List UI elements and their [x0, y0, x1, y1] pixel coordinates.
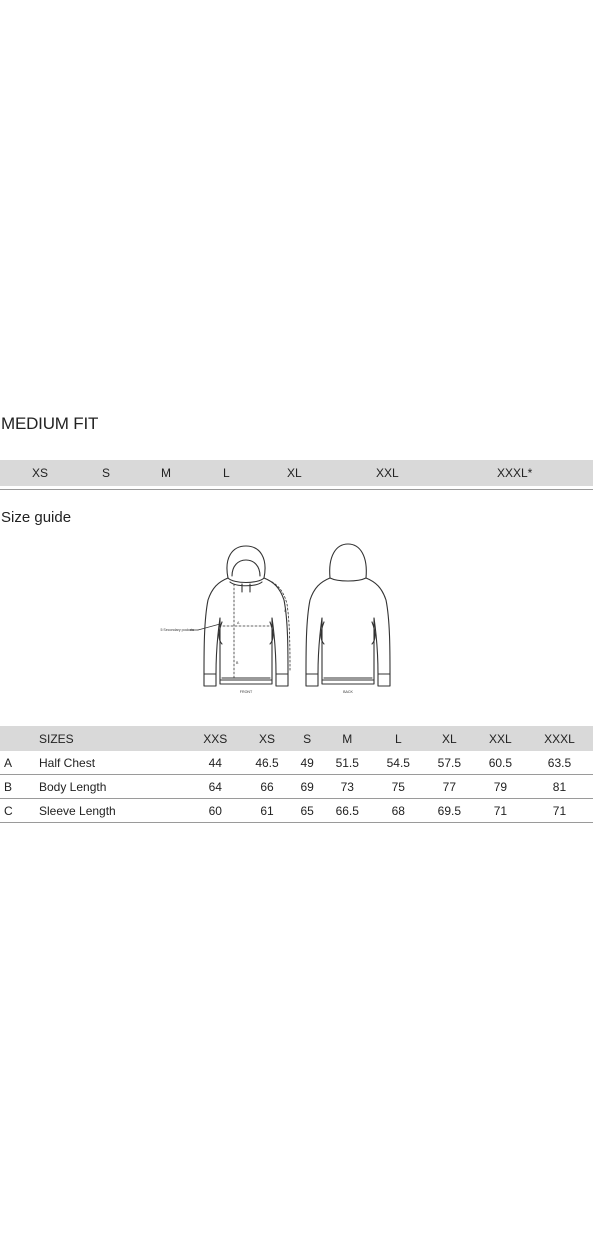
table-row-body-length [0, 775, 593, 799]
row-letter: B [0, 775, 39, 799]
size-table-header [0, 726, 593, 751]
table-cell: 71 [526, 799, 593, 823]
table-cell: 73 [322, 775, 373, 799]
fit-size-m: M [161, 466, 171, 480]
mark-c: C [284, 609, 287, 613]
header-size-s: S [293, 726, 322, 751]
fit-divider [0, 489, 593, 490]
fit-size-xxxl: XXXL* [497, 466, 533, 480]
fit-size-xl: XL [287, 466, 302, 480]
front-label: FRONT [239, 690, 253, 694]
table-cell: 81 [526, 775, 593, 799]
hoodie-diagram [160, 540, 402, 698]
fit-size-band [0, 460, 593, 486]
measurement-lines [219, 580, 290, 680]
header-size-xs: XS [241, 726, 292, 751]
table-cell: 49 [293, 751, 322, 775]
fit-size-xs: XS [32, 466, 49, 480]
table-cell: 66.5 [322, 799, 373, 823]
annotation-text: 5 Secondary pockets [160, 628, 194, 632]
table-cell: 63.5 [526, 751, 593, 775]
hoodie-back-drawing [306, 544, 390, 686]
table-cell: 69.5 [424, 799, 475, 823]
size-table [0, 726, 593, 823]
table-cell: 77 [424, 775, 475, 799]
table-row-half-chest [0, 751, 593, 775]
fit-title: MEDIUM FIT [1, 414, 99, 433]
hoodie-front-drawing [204, 546, 288, 686]
table-cell: 54.5 [373, 751, 424, 775]
table-cell: 61 [241, 799, 292, 823]
table-cell: 75 [373, 775, 424, 799]
size-guide-title: Size guide [1, 509, 72, 526]
row-label: Body Length [39, 775, 189, 799]
header-size-m: M [322, 726, 373, 751]
header-size-xxs: XXS [189, 726, 241, 751]
table-cell: 44 [189, 751, 241, 775]
row-label: Half Chest [39, 751, 189, 775]
table-cell: 68 [373, 799, 424, 823]
header-letter-cell [0, 726, 39, 751]
fit-size-l: L [223, 466, 230, 480]
header-size-xxl: XXL [475, 726, 526, 751]
fit-size-s: S [102, 466, 111, 480]
table-cell: 71 [475, 799, 526, 823]
mark-b: B [236, 661, 239, 665]
header-size-xxxl: XXXL [526, 726, 593, 751]
row-letter: A [0, 751, 39, 775]
row-label: Sleeve Length [39, 799, 189, 823]
header-size-xl: XL [424, 726, 475, 751]
table-cell: 51.5 [322, 751, 373, 775]
table-cell: 65 [293, 799, 322, 823]
table-cell: 57.5 [424, 751, 475, 775]
back-label: BACK [343, 690, 353, 694]
table-cell: 64 [189, 775, 241, 799]
header-sizes-label: SIZES [39, 726, 189, 751]
row-letter: C [0, 799, 39, 823]
fit-size-xxl: XXL [376, 466, 399, 480]
table-cell: 46.5 [241, 751, 292, 775]
table-cell: 60.5 [475, 751, 526, 775]
table-cell: 66 [241, 775, 292, 799]
mark-a: A [237, 621, 240, 625]
table-cell: 60 [189, 799, 241, 823]
table-row-sleeve-length [0, 799, 593, 823]
header-size-l: L [373, 726, 424, 751]
table-cell: 69 [293, 775, 322, 799]
table-cell: 79 [475, 775, 526, 799]
